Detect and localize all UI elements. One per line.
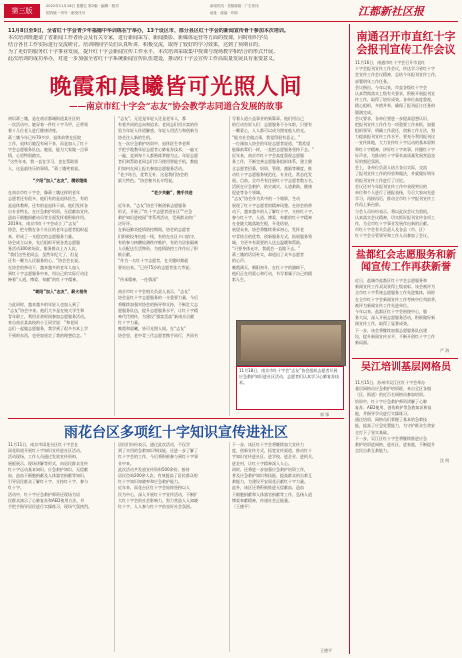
sidebar-article-2 bbox=[355, 278, 457, 346]
text-line: 一宣传阵地，大力宣传红十字运动的基本原则 bbox=[355, 140, 435, 146]
text-line: 全志愿者招募、培训、管理、激励等制度，推 bbox=[232, 165, 312, 171]
text-line: “志友”，无论是年轻人还是老年人，都 bbox=[118, 116, 187, 121]
text-line: 来自南京某高校的小王同学说：“和老同 bbox=[8, 320, 79, 326]
text-line: 协会注入新的生机。 bbox=[118, 134, 154, 140]
text-line: 字知识宣传进社区、进学校、进企业、进机关、 bbox=[232, 454, 316, 460]
text-line: 与会人员纷纷表示，将以此次会议为契机， bbox=[355, 208, 431, 214]
text-line: 协会成立以来，先后组织开展各类志愿服 bbox=[8, 239, 80, 245]
sidebar-byline-3: 沈 明 bbox=[440, 458, 450, 463]
text-line: “传承精神，一往情深” bbox=[118, 276, 159, 282]
text-line: 红十字、人人参与红十字的良好社会氛围。 bbox=[118, 503, 194, 509]
section-subhead: “老少共融”，携手共进 bbox=[151, 190, 193, 196]
text-line: 此外，该区还将积极推进无偿献血、造血 bbox=[232, 485, 304, 491]
text-line: “只要身体允许，我就会一直做下去。” bbox=[232, 245, 301, 251]
text-line: 青年职工，利用业余时间参加志愿服务活动。 bbox=[8, 314, 88, 319]
text-line: 把报刊宣传工作作为一项重要工作来抓，加强 bbox=[355, 121, 435, 127]
text-line: 红十字。 bbox=[8, 485, 24, 491]
text-line: 协会是红十字志愿服务的一支重要力量，今后 bbox=[118, 295, 198, 301]
text-line: 活动现场，工作人员通过发放宣传资料、 bbox=[8, 454, 80, 460]
text-line: 神代代相传，为建设“强富美高”新南京贡献 bbox=[118, 314, 195, 319]
text-line: 到红十字志愿服务中来，用自己的实际行动诠 bbox=[8, 270, 88, 276]
text-line: 一颗爱心，人人都可以成为照亮他人的光。 bbox=[232, 128, 308, 134]
text-line: 十字会报刊宣传工作会议，传达学习省红十字 bbox=[355, 66, 435, 72]
text-line: 在一次应急救护培训中，退休医生李老师 bbox=[118, 140, 190, 146]
text-line: 活动中，红十字应急救护师资还现场为居 bbox=[8, 491, 80, 497]
lead-line: 本次培训班邀请了省新闻工作者协会及有关专家，进行新闻采写、新闻摄影、新媒体运营等方面的授课，同时组织学员 bbox=[8, 35, 269, 41]
text-line: 救护培训进网格、进社区、进家庭，不断提升 bbox=[355, 441, 435, 447]
text-line: 参与红十字，人道、博爱、奉献的红十字精神 bbox=[232, 215, 312, 220]
sidebar-rule bbox=[352, 358, 458, 359]
text-line: 精心组织，多措并举，确保了报刊征订任务的 bbox=[355, 103, 435, 109]
text-line: 与此同时，越来越多的年轻人也加入到了 bbox=[8, 301, 80, 307]
text-line: 彩人生。 bbox=[232, 276, 248, 282]
text-line: 释着“人道、博爱、奉献”的红十字精神。 bbox=[8, 276, 81, 282]
text-line: 将继续加强对协会的指导和支持，不断壮大志 bbox=[118, 301, 198, 307]
text-line: 了报刊宣传工作的经验和做法，并就做好明年 bbox=[355, 171, 435, 177]
text-line: 来，形成了一支稳定的志愿服务力量。 bbox=[8, 233, 76, 239]
article-column-2 bbox=[118, 116, 226, 339]
text-line: 干细胞捐献和人体器官捐献等工作，弘扬人道 bbox=[232, 491, 312, 497]
text-line: 通过培训，网格员们掌握了基本的急救技 bbox=[355, 417, 427, 423]
photo-caption: 11月18日，南京市红十字会“志友”协会组织志愿者开展应急救护知识进社区活动，志愿者们认真学习心肺复苏技术。 bbox=[236, 366, 344, 410]
text-line: 近年来，雨花台区红十字会始终坚持以人 bbox=[118, 485, 190, 491]
text-line: 全打下了坚实基础。 bbox=[355, 429, 391, 435]
text-line: 手把手地教年轻志愿者心肺复苏技术，一遍又 bbox=[118, 146, 198, 152]
text-line: 字会志愿服务队伍。她说，能为大家做一点事 bbox=[8, 146, 88, 152]
text-line: “作为一名红十字志愿者，在关键时刻就 bbox=[118, 258, 189, 264]
page-header bbox=[0, 0, 462, 22]
sidebar-divider bbox=[349, 24, 350, 654]
text-line: 极贡献。 bbox=[118, 252, 134, 258]
text-line: 务活动300余场次，服务群众上万人次。 bbox=[8, 245, 80, 251]
lead-line: 为了更好的服务红十字事业发展，提升红十字会新闻宣传工作水平，本次培训采取集中授课与现场教学相结合的形式开展。 bbox=[8, 49, 279, 55]
text-line: 居民咨询200余人次，有效提高了居民群众的 bbox=[118, 472, 198, 478]
text-line: 展。目前，全市共有注册红十字志愿者数万名， bbox=[232, 177, 316, 183]
text-line: 居民们纷纷表示，通过此次活动，不仅学 bbox=[118, 442, 190, 447]
text-line: 度，创新宣传方式，拓宽宣传渠道，推动红十 bbox=[232, 448, 312, 454]
text-line: 认真落实会议精神，切实抓好报刊宣传各项工 bbox=[355, 214, 435, 220]
text-line: 同时，还将进一步加强应急救护培训工作， bbox=[232, 466, 308, 472]
text-line: 学习，再接再厉，推动全市红十字报刊宣传工 bbox=[355, 196, 435, 202]
text-line: 在全市红十字会新闻宣传工作考核中位列前茅， bbox=[355, 296, 439, 302]
text-line: 他们正在用爱心和行动，书写着属于自己的精 bbox=[232, 270, 312, 276]
column-divider bbox=[229, 116, 230, 416]
article-photo bbox=[236, 320, 346, 366]
text-line: 全市红十字系统志愿服务工作先进集体，同时 bbox=[355, 290, 435, 296]
text-line: 一次活动中。她穿着一件红十字马甲，正带领 bbox=[8, 122, 88, 128]
text-line: 近日，盐城市盐都区红十字会志愿服务和 bbox=[355, 278, 427, 283]
section-subhead: “朝阳”加入“志友”，薪火相传 bbox=[32, 289, 88, 295]
text-line: 下一步，该区红十字会将继续加大宣传力 bbox=[232, 442, 304, 447]
text-line: 培训中，红十字应急救护师资讲解了心肺 bbox=[355, 398, 427, 404]
text-line: 救护知识进校园”等系列活动，受到群众的广 bbox=[118, 215, 197, 220]
column-divider bbox=[114, 442, 115, 652]
text-line: 一位刚加入协会的年轻志愿者说道，“我希望 bbox=[232, 140, 311, 146]
article-column-1 bbox=[8, 116, 112, 339]
text-line: 单位和个人进行了通报表扬，号召大家向先进 bbox=[355, 189, 435, 195]
sidebar-rule bbox=[352, 246, 458, 247]
text-line: 动红十字志愿服务规范化、专业化、常态化发 bbox=[232, 171, 312, 177]
text-line: 会宣传工作会议精神，总结今年报刊宣传工作， bbox=[355, 72, 439, 78]
main-headline: 晚霞和晨曦皆可光照人间 bbox=[49, 74, 303, 100]
text-line: 圆满完成。 bbox=[355, 109, 375, 115]
text-line: 下一步，吴江区红十字会将继续推进应急 bbox=[355, 435, 427, 441]
sidebar-headline-3: 吴江培训基层网格员 bbox=[361, 362, 451, 373]
lead-line: 结合各自工作实际进行交流研讨。培训期间学员们认真听讲，积极交流，取得了较好的学习效果，达到了预期目的。 bbox=[8, 42, 264, 48]
text-line: 近年来，“志友”协会不断创新志愿服务 bbox=[118, 202, 187, 208]
text-line: 展板展示、现场讲解等形式，向居民群众宣传 bbox=[8, 460, 88, 466]
text-line: （区、街道）的近百名网格员参加培训。 bbox=[355, 392, 427, 398]
text-line: 认真贯彻落实上级有关要求，积极开展报刊宣 bbox=[355, 90, 435, 96]
text-line: 造血干细胞捐献动员等方面发挥着积极作用。 bbox=[8, 215, 88, 220]
text-line: 组织领导，明确工作责任，创新工作方法，努 bbox=[355, 128, 435, 134]
text-line: “我们这些老同志，虽然年纪大了，但是 bbox=[8, 252, 79, 258]
text-line: 工作，退休后她没有闲下来，而是加入了红十 bbox=[8, 140, 88, 146]
header-date-line: 2022年11月18日 星期五 第2版 · 编辑 · 校对 bbox=[46, 4, 119, 8]
text-line: 能，提高了应急处置能力，为守护群众生命安 bbox=[355, 423, 435, 429]
text-line: 务大局，深入开展志愿服务活动，积极做好新 bbox=[355, 315, 435, 321]
text-line: 有的参与核酸检测秩序维护，有的为居家隔离 bbox=[118, 239, 198, 245]
header-address-line: 地址 · 邮编 · 印刷 bbox=[210, 11, 238, 15]
text-line: 协会里，老中青三代志愿者携手同行，共同书 bbox=[118, 332, 198, 338]
text-line: 们如何在网上报名参加志愿服务活动。 bbox=[118, 165, 186, 171]
sidebar-article-1 bbox=[355, 60, 457, 239]
text-line: 救能力，为建设平安雨花贡献红十字力量。 bbox=[232, 479, 308, 485]
text-line: 蒋三娥今年已经70多岁，退休前曾在医院 bbox=[8, 134, 82, 140]
sidebar-byline-2: 严 海 bbox=[440, 348, 450, 353]
text-line: 有着共同的志向和追求。老同志们用丰富的经 bbox=[118, 122, 198, 128]
text-line: 2019年，南京市红十字会成立了“志友” bbox=[8, 221, 79, 227]
text-line: 全民自救互救能力。 bbox=[355, 448, 391, 454]
text-line: 泛好评。 bbox=[118, 221, 134, 227]
text-line: 11月15日，苏州市吴江区红十字会举办 bbox=[355, 380, 426, 385]
text-line: 到了实用的急救知识和技能，还进一步了解了 bbox=[118, 448, 198, 454]
text-line: 展现了红十字志愿者的精神风貌。在协会的带 bbox=[232, 202, 312, 208]
text-line: 在新冠肺炎疫情防控期间，协会的志愿者 bbox=[118, 227, 190, 233]
column-divider bbox=[114, 116, 115, 416]
bottom-rule bbox=[8, 418, 344, 419]
text-line: 着十几位老人进行健康讲座。 bbox=[8, 128, 60, 134]
text-line: 情，心里特别踏实。 bbox=[8, 153, 44, 159]
main-subheadline: ——南京市红十字会“志友”协会教学志同道合发展的故事 bbox=[69, 102, 283, 112]
text-line: 展望未来，协会将继续秉承初心，发挥老 bbox=[232, 227, 304, 233]
text-line: 协会，把分散在各个社区的老年志愿者组织起 bbox=[8, 227, 88, 233]
text-line: 们积极投身抗疫一线，有的在社区卡口值守， bbox=[118, 233, 198, 239]
text-line: 活跃在应急救护、防灾减灾、人道救助、健康 bbox=[232, 184, 312, 190]
text-line: 自专业特长，在应急救护培训、无偿献血宣传、 bbox=[8, 208, 92, 214]
text-line: 基层网格员应急救护培训班，来自全区各镇 bbox=[355, 386, 431, 392]
edition-label: 第三版 bbox=[4, 4, 40, 18]
text-line: 会上，各单位负责人结合各自实际，交流 bbox=[355, 165, 427, 171]
text-line: 11月16日，南通市红十字会召开市直红 bbox=[355, 60, 426, 65]
text-line: 形式，开展了“红十字志愿者进社区”“应急 bbox=[118, 208, 193, 214]
text-line: 复苏、AED使用、创伤救护等急救知识和技 bbox=[355, 404, 432, 410]
text-line: 和红十字精神，讲好红十字故事，传播红十字 bbox=[355, 146, 435, 152]
text-line: 会议还对今年报刊宣传工作中表现突出的 bbox=[355, 183, 427, 189]
text-line: 在南京市红十字会，像蒋三娥这样的老年 bbox=[8, 190, 80, 196]
text-line: 传工作，取得了较好成效。各单位高度重视， bbox=[355, 97, 435, 103]
text-line: 能，并指导学员进行实操练习。 bbox=[355, 410, 411, 416]
text-line: 闻宣传工作，取得了显著成效。 bbox=[355, 321, 411, 327]
text-line: 市红十字会有关负责人及各县（市、区） bbox=[355, 227, 427, 233]
text-line: 被评为新闻宣传工作先进单位。 bbox=[355, 302, 411, 308]
text-line: 近年来，南京市红十字会高度重视志愿服 bbox=[232, 153, 304, 159]
text-line: 好声音，为推动红十字事业高质量发展营造良 bbox=[355, 152, 435, 158]
text-line: 还有一颗为人民服务的心。”协会会长说。 bbox=[8, 258, 83, 264]
bottom-headline: 雨花台区多项红十字知识宣传进社区 bbox=[64, 425, 288, 441]
text-line: 蒋三娥的话语朴实，却道出了众多志愿者 bbox=[232, 252, 304, 258]
text-line: 域，为更多有需要的人送去温暖和帮助。 bbox=[232, 239, 304, 245]
text-line: 初识蒋三娥，是在南京都城街道某社区的 bbox=[8, 116, 80, 121]
text-line: 部署明年工作任务。 bbox=[355, 78, 391, 84]
masthead: 江都新社区报 bbox=[358, 5, 424, 18]
text-line: 的报刊宣传工作进行了讨论。 bbox=[355, 177, 407, 183]
text-line: 好的舆论氛围。 bbox=[355, 159, 383, 164]
text-line: 人，这是最快乐的事情。”蒋三娥笑着说。 bbox=[8, 165, 83, 171]
text-line: 红十字知识知晓率和应急救护能力。 bbox=[118, 479, 182, 485]
text-line: 志们一起做志愿服务，我学到了很多书本上学 bbox=[8, 326, 88, 332]
text-line: “老少结合，优势互补，这是我们协会的 bbox=[118, 171, 189, 177]
text-line: 红十字力量。 bbox=[118, 320, 142, 326]
text-line: 力提高报刊宣传工作水平。要充分利用报刊这 bbox=[355, 134, 435, 140]
text-line: 民为中心，深入开展红十字宣传活动，不断扩 bbox=[118, 491, 198, 497]
text-line: 晚霞满天，朝阳初升，在红十字的旗帜下， bbox=[232, 264, 308, 270]
text-line: 南京市红十字会相关负责人表示，“志友” bbox=[118, 289, 191, 295]
text-line: 设，提升新闻宣传水平，不断开创红十字工作 bbox=[355, 333, 435, 339]
text-line: 写着人道公益事业的新篇章。他们用自己 bbox=[232, 116, 304, 121]
text-line: 一遍，直到每个人都熟练掌握为止。年轻志愿 bbox=[118, 153, 198, 159]
column-divider bbox=[229, 442, 230, 652]
text-line: 红十字运动基本知识、应急救护知识、无偿献 bbox=[8, 466, 88, 472]
text-line: 血、造血干细胞捐献及人体器官捐献等知识， bbox=[8, 472, 88, 478]
text-line: 下一步，该会将继续加强志愿服务队伍建 bbox=[355, 327, 427, 333]
text-line: 者们则帮助老同志们学习使用智能手机，教他 bbox=[118, 159, 198, 165]
text-line: 红十字会分管领导和工作人员参加了会议。 bbox=[355, 233, 431, 239]
text-line: 会议指出，今年以来，市直各级红十字会 bbox=[355, 84, 427, 90]
bottom-byline: 王德平 bbox=[320, 648, 332, 653]
text-line: 会议要求，各单位要进一步提高思想认识， bbox=[355, 115, 431, 121]
text-line: 红十字会的工作，今后将积极参与到红十字事 bbox=[118, 454, 198, 460]
text-line: 的行动告诉人们：志愿服务不分年龄，只要有 bbox=[232, 122, 312, 128]
text-line: 作，为全市红十字事业发展作出新的贡献。 bbox=[355, 220, 431, 226]
article-byline: 郭 锋 bbox=[320, 412, 330, 417]
text-line: 普及应急救护知识和技能，提高群众的自救互 bbox=[232, 472, 312, 478]
text-line: 引导居民群众了解红十字、支持红十字、参与 bbox=[8, 479, 88, 485]
text-line: 愿服务队伍，提升志愿服务水平，让红十字精 bbox=[118, 307, 198, 313]
text-line: 促进等各个领域。 bbox=[232, 190, 264, 196]
bottom-column-2 bbox=[118, 442, 226, 510]
text-line: 手把手指导居民进行实操练习，现场气氛热烈。 bbox=[8, 503, 92, 509]
text-line: 民群众演示了心肺复苏和AED使用方法，并 bbox=[8, 497, 85, 503]
header-rule bbox=[4, 21, 458, 22]
text-line: 最大特色。”协会秘书长介绍说。 bbox=[118, 177, 177, 183]
header-contact-line: 新闻热线 · 投稿邮箱 · 广告热线 bbox=[210, 4, 259, 8]
text-line: 新闻宣传工作双双获得上级表彰。该会被评为 bbox=[355, 284, 435, 290]
article-column-3 bbox=[232, 116, 344, 283]
text-line: 今年以来，盐都区红十字会围绕中心，服 bbox=[355, 308, 427, 314]
lead-line: 此次培训的成功举办，对进一步加强全省红十字系统新闻宣传队伍建设，推动红十字会宣传工作高质量发展具有重要意义。 bbox=[8, 56, 279, 62]
sidebar-article-3 bbox=[355, 380, 457, 454]
text-line: “志友”协会中来。他们大多是在校大学生和 bbox=[8, 307, 85, 313]
text-line: “能为社会做点事，我觉得很有意义。” bbox=[232, 134, 301, 140]
sidebar-headline-2: 盐都红会志愿服务和新闻宣传工作再获新誉 bbox=[356, 250, 456, 273]
section-subhead: “夕阳”加入“志友”，精彩继续 bbox=[32, 177, 88, 183]
text-line: 务工作，不断完善志愿服务组织体系，建立健 bbox=[232, 159, 312, 165]
text-line: 动下，越来越多的人了解红十字、支持红十字、 bbox=[232, 208, 316, 214]
text-line: 中青结合的优势，创新服务方式，拓展服务领 bbox=[232, 233, 312, 239]
text-line: 此次活动共发放宣传资料500余份，接待 bbox=[118, 466, 190, 472]
photo-image bbox=[241, 325, 341, 361]
text-line: 博爱奉献精神，传递社会正能量。 bbox=[232, 497, 292, 503]
text-line: 11月11日，南京市雨花台区红十字会在 bbox=[8, 442, 79, 447]
text-line: 业中来。 bbox=[118, 460, 134, 466]
text-line: 在金陵大地落地生根、开花结果。 bbox=[232, 221, 292, 227]
text-line: 是退休教师，还有的是退休干部。他们发挥各 bbox=[8, 202, 88, 208]
text-line: 不到的东西，也更加坚定了我的理想信念。” bbox=[8, 332, 87, 338]
text-line: 能像前辈们一样，一直把志愿服务坚持下去。” bbox=[232, 146, 315, 152]
text-line: 大红十字会的社会影响力，努力营造人人知晓 bbox=[118, 497, 198, 503]
text-line: 要站出来。”已经75岁的志愿者张大爷说。 bbox=[118, 264, 194, 270]
header-code-line: 国内统一刊号 · 邮发代号 bbox=[46, 11, 86, 15]
lead-paragraph bbox=[8, 28, 344, 63]
text-line: 进农村，让红十字精神深入人心。 bbox=[232, 460, 292, 466]
text-line: 晚霞和晨曦，皆可光照人间。在“志友” bbox=[118, 326, 187, 332]
text-line: 人员配送生活物资，为疫情防控工作作出了积 bbox=[118, 245, 198, 251]
text-line: 在协会的带动下，越来越多的老年人加入 bbox=[8, 264, 80, 270]
lead-line: 11月8日至9日，全省红十字会青少年福德中华训练在宁举办，13个设区市、部分县区红十字会的新闻宣传骨干参加本次培训。 bbox=[8, 28, 289, 34]
text-line: 验为年轻人传道解惑，年轻人用活力和创新为 bbox=[118, 128, 198, 134]
text-line: 雨花街道开展红十字知识宣传进社区活动。 bbox=[8, 448, 84, 454]
text-line: “志友”协会作为其中的一个缩影，生动 bbox=[232, 196, 301, 202]
bottom-column-1 bbox=[8, 442, 112, 510]
text-line: “这些年来，我一直在学习，也在帮助别 bbox=[8, 159, 79, 165]
sidebar-headline-1: 南通召开市直红十字会报刊宣传工作会议 bbox=[356, 30, 456, 56]
bottom-column-3 bbox=[232, 442, 344, 510]
text-line: 的心声。 bbox=[232, 258, 248, 264]
text-line: 新局面。 bbox=[355, 339, 371, 345]
text-line: 作再上新台阶。 bbox=[355, 202, 383, 208]
text-line: 志愿者还有很多。他们有的是退休医生，有的 bbox=[8, 196, 88, 202]
text-line: （王德平） bbox=[232, 503, 252, 509]
